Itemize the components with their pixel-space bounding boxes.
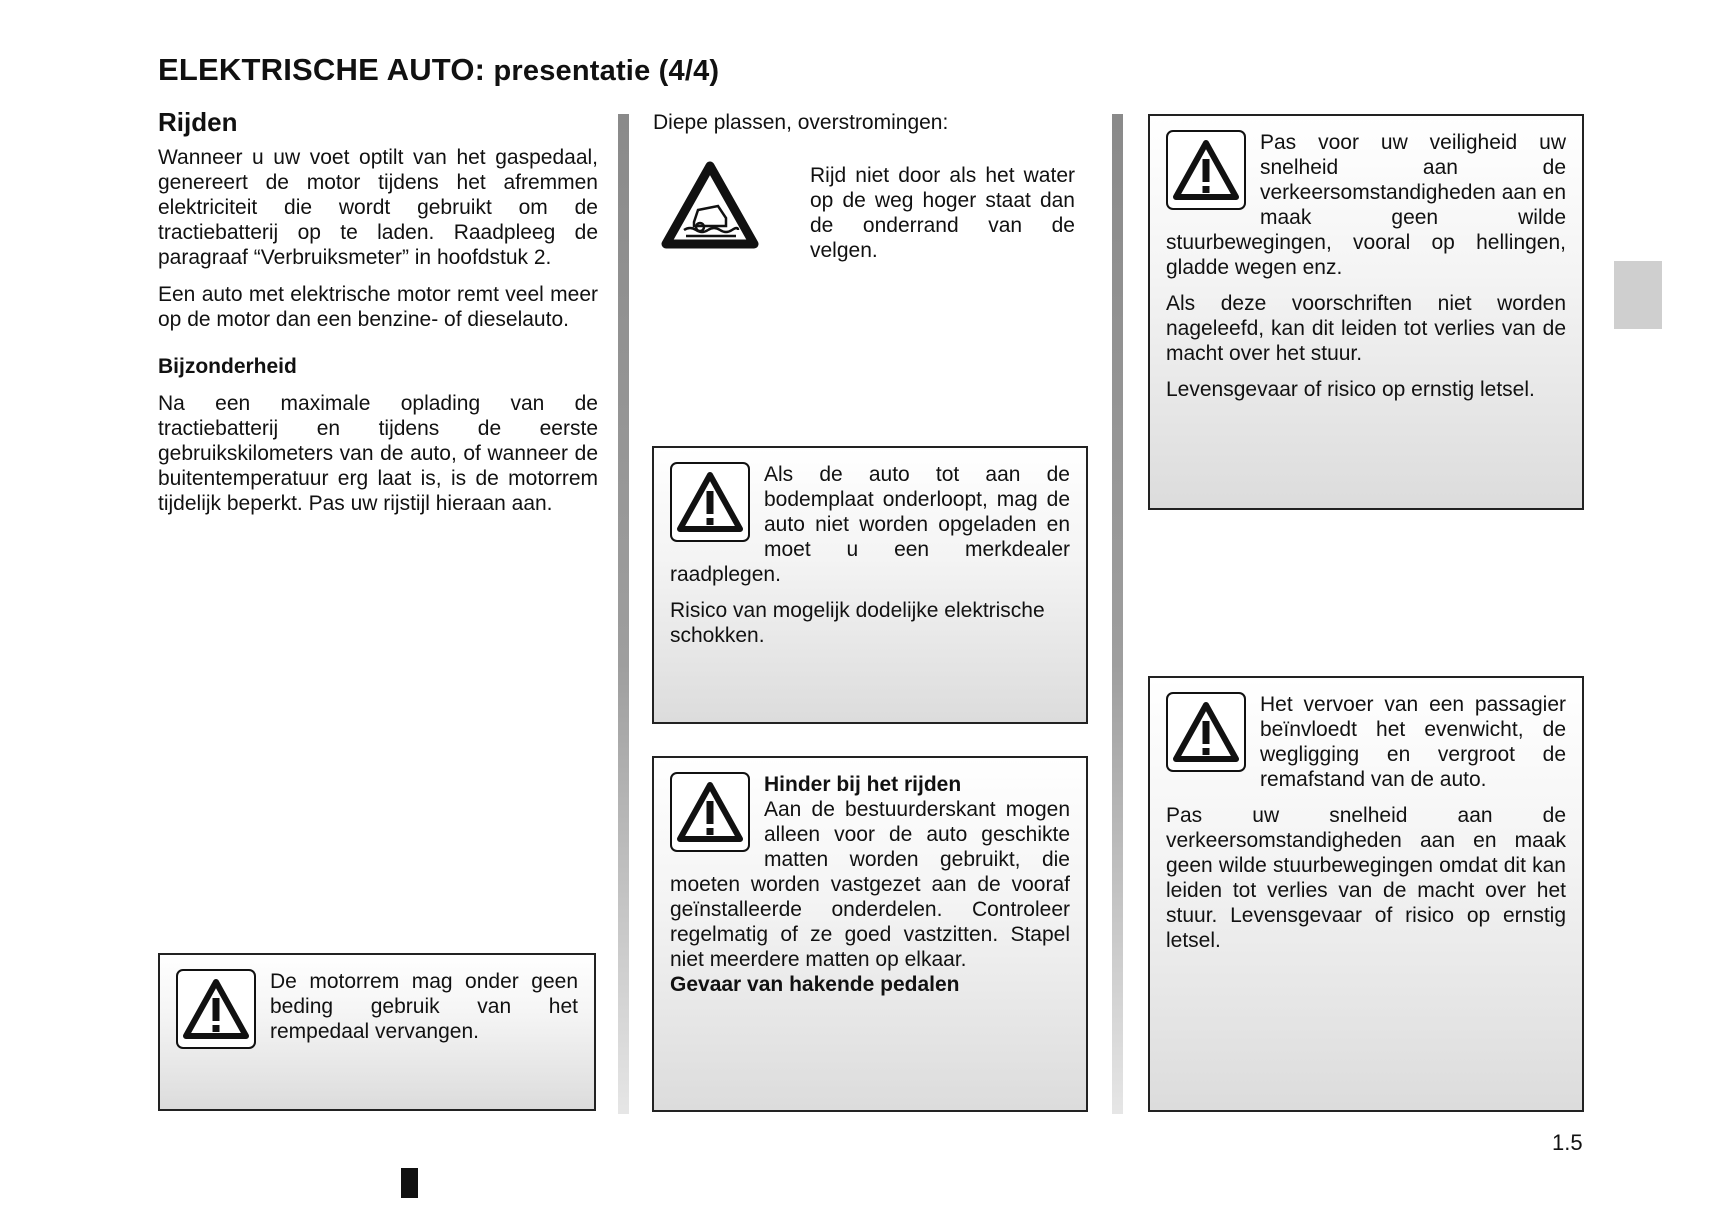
section-heading-rijden: Rijden <box>158 107 238 137</box>
column-2-intro <box>653 110 1093 147</box>
warning-box-engine-brake <box>158 953 596 1111</box>
page-title-main: ELEKTRISCHE AUTO: <box>158 52 486 87</box>
warning-text-engine-brake: De motorrem mag onder geen beding gebruik van het rempedaal vervangen. <box>270 970 578 1043</box>
warning-text-floor-mats: Aan de bestuurderskant mogen alleen voor de auto geschikte matten worden gebruikt, die moeten worden vastgezet aan de vooraf geïnstalleerde onderdelen. Controleer regelmatig of ze goed vastzitten. Stapel niet meerdere matten op elkaar. <box>670 798 1070 971</box>
warning-box-floor-mats <box>652 756 1088 1112</box>
warning-text-passenger: Het vervoer van een passagier beïnvloedt het evenwicht, de wegligging en vergroot de remafstand van de auto. <box>1260 693 1566 791</box>
water-warning-text <box>810 163 1075 275</box>
page-number: 1.5 <box>1552 1130 1583 1155</box>
column-divider-left <box>618 114 629 1114</box>
warning-box-passenger <box>1148 676 1584 1112</box>
warning-box-flood-charging <box>652 446 1088 724</box>
warning-text-flood-charging: Als de auto tot aan de bodemplaat onderloopt, mag de auto niet worden opgeladen en moet u een merkdealer raadplegen. <box>670 463 1070 586</box>
chapter-tab-marker <box>1614 261 1662 329</box>
paragraph-engine-braking: Een auto met elektrische motor remt veel meer op de motor dan een benzine- of dieselauto. <box>158 283 598 331</box>
warning-footer-pedals: Gevaar van hakende pedalen <box>670 973 960 996</box>
warning-box-speed <box>1148 114 1584 510</box>
warning-triangle-icon <box>1166 692 1246 772</box>
warning-text-electric-shock: Risico van mogelijk dodelijke elektrische schokken. <box>670 599 1045 647</box>
column-1 <box>158 107 598 528</box>
warning-title-driving-hindrance: Hinder bij het rijden <box>764 773 962 796</box>
warning-triangle-icon <box>670 462 750 542</box>
warning-triangle-icon <box>176 969 256 1049</box>
warning-text-compliance: Als deze voorschriften niet worden nageleefd, kan dit leiden tot verlies van de macht over het stuur. <box>1166 292 1566 365</box>
flooded-road-icon <box>660 160 760 252</box>
page-title-sub: presentatie (4/4) <box>493 55 720 87</box>
warning-text-danger-1: Levensgevaar of risico op ernstig letsel. <box>1166 378 1535 401</box>
warning-text-danger-2: Pas uw snelheid aan de verkeersomstandigheden aan en maak geen wilde stuurbewegingen omdat dit kan leiden tot verlies van de macht over het stuur. Levensgevaar of risico op ernstig letsel. <box>1166 804 1566 952</box>
warning-triangle-icon <box>670 772 750 852</box>
warning-text-speed: Pas voor uw veiligheid uw snelheid aan de verkeersomstandigheden aan en maak geen wilde stuurbewegingen, vooral op hellingen, gladde wegen enz. <box>1166 131 1566 279</box>
paragraph-bijzonderheid: Na een maximale oplading van de tractiebatterij en tijdens de eerste gebruikskilometers van de auto, of wanneer de buitentemperatuur erg laat is, is de motorrem tijdelijk beperkt. Pas uw rijstijl hieraan aan. <box>158 392 598 515</box>
subheading-bijzonderheid: Bijzonderheid <box>158 355 297 378</box>
column-divider-right <box>1112 114 1123 1114</box>
print-marker <box>401 1168 418 1198</box>
page-title <box>158 52 719 88</box>
intro-flooding: Diepe plassen, overstromingen: <box>653 111 949 134</box>
warning-triangle-icon <box>1166 130 1246 210</box>
paragraph-water-depth: Rijd niet door als het water op de weg hoger staat dan de onderrand van de velgen. <box>810 164 1075 262</box>
paragraph-regeneration: Wanneer u uw voet optilt van het gaspedaal, genereert de motor tijdens het afremmen elektriciteit die wordt gebruikt om de tractiebatterij op te laden. Raadpleeg de paragraaf “Verbruiksmeter” in hoofdstuk 2. <box>158 146 598 269</box>
